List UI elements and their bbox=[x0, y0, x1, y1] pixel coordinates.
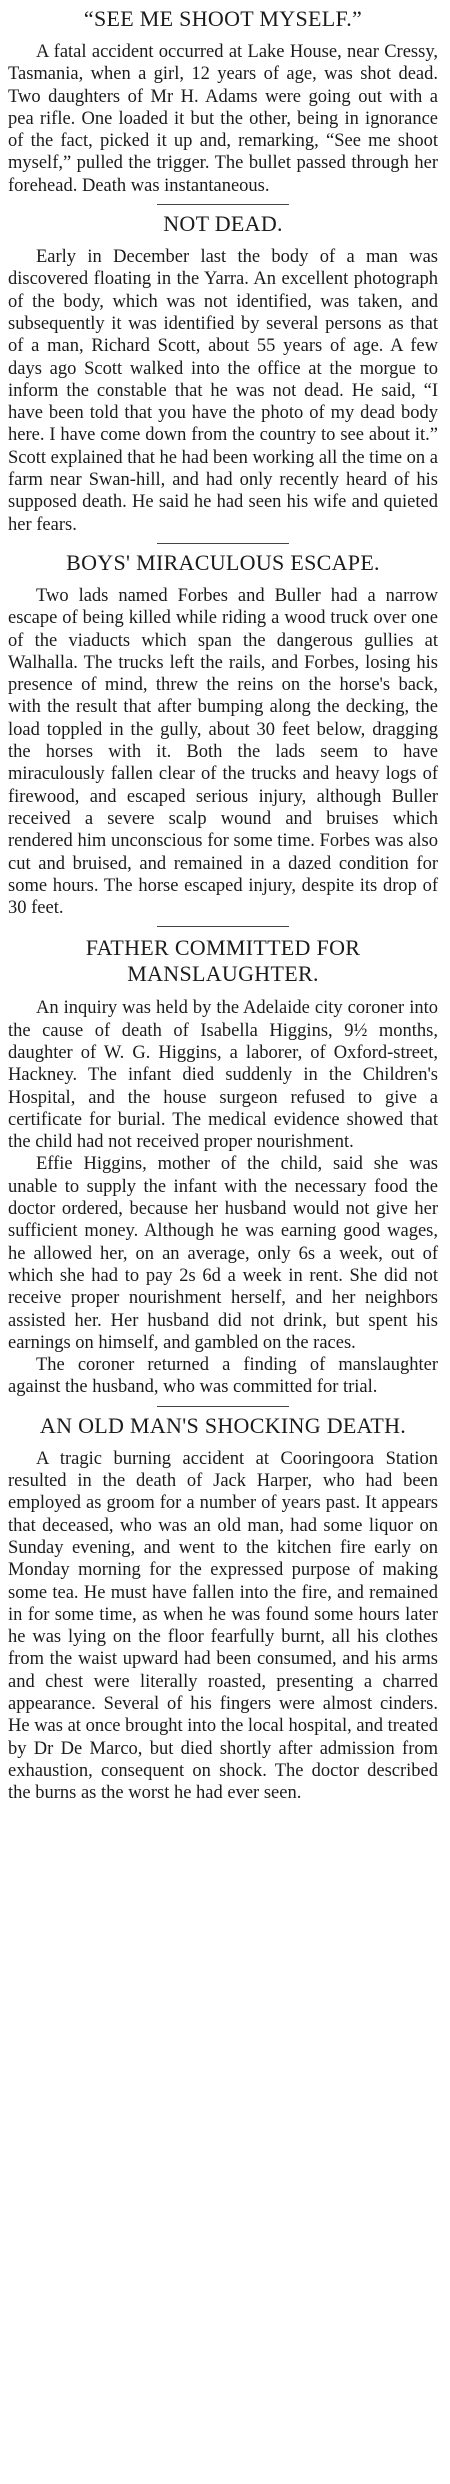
column-rule bbox=[157, 543, 289, 544]
article-old-mans-shocking-death bbox=[8, 1413, 438, 1805]
article-paragraph: Effie Higgins, mother of the child, said she was unable to supply the infant with the necessary food the doctor ordered, because her husband would not give her sufficient money. Although he was earning good wages, he allowed her, on an average, only 6s a week, out of which she had to pay 2s 6d a week in rent. She did not receive proper nourishment herself, and her neighbors assisted her. Her husband did not drink, but spent his earnings on himself, and gambled on the races. bbox=[8, 1154, 438, 1353]
column-rule bbox=[157, 204, 289, 205]
article-paragraph: A tragic burning accident at Cooringoora Station resulted in the death of Jack Harper, who had been employed as groom for a number of years past. It appears that deceased, who was an old man, had some liquor on Sunday evening, and went to the kitchen fire early on Monday morning for the expressed purpose of making some tea. He must have fallen into the fire, and remained in for some time, as when he was found some hours later he was lying on the floor fearfully burnt, all his clothes from the waist upward had been consumed, and his arms and chest were literally roasted, presenting a charred appearance. Several of his fingers were almost cinders. He was at once brought into the local hospital, and treated by Dr De Marco, but died shortly after admission from exhaustion, consequent on shock. The doctor described the burns as the worst he had ever seen. bbox=[8, 1448, 438, 1804]
headline: BOYS' MIRACULOUS ESCAPE. bbox=[66, 549, 380, 575]
headline: AN OLD MAN'S SHOCKING DEATH. bbox=[39, 1412, 407, 1438]
article-paragraph: Early in December last the body of a man was discovered floating in the Yarra. An excellent photograph of the body, which was not identified, was taken, and subsequently it was identified by several persons as that of a man, Richard Scott, about 55 years of age. A few days ago Scott walked into the office at the morgue to inform the constable that he was not dead. He said, “I have been told that you have the photo of my dead body here. I have come down from the country to see about it.” Scott explained that he had been working all the time on a farm near Swan-hill, and had only recently heard of his supposed death. He said he had seen his wife and quieted her fears. bbox=[8, 247, 438, 535]
article-father-committed bbox=[8, 935, 438, 1398]
article-paragraph: An inquiry was held by the Adelaide city coroner into the cause of death of Isabella Higgins, 9½ months, daughter of W. G. Higgins, a laborer, of Oxford-street, Hackney. The infant died suddenly in the Children's Hospital, and the house surgeon refused to give a certificate for burial. The medical evidence showed that the child had not received proper nourishment. bbox=[8, 998, 438, 1153]
column-rule bbox=[157, 926, 289, 927]
headline: “SEE ME SHOOT MYSELF.” bbox=[83, 6, 363, 31]
headline: NOT DEAD. bbox=[163, 211, 283, 237]
article-boys-miraculous-escape bbox=[8, 550, 438, 919]
column-rule bbox=[157, 1406, 289, 1407]
article-paragraph: The coroner returned a finding of manslaughter against the husband, who was committed for trial. bbox=[8, 1355, 438, 1398]
article-paragraph: A fatal accident occurred at Lake House, near Cressy, Tasmania, when a girl, 12 years of age, was shot dead. Two daughters of Mr H. Adams were going out with a pea rifle. One loaded it but the other, being in ignorance of the fact, picked it up and, remarking, “See me shoot myself,” pulled the trigger. The bullet passed through her forehead. Death was instantaneous. bbox=[8, 42, 438, 196]
headline: FATHER COMMITTED FOR MANSLAUGHTER. bbox=[85, 935, 361, 987]
newspaper-column bbox=[0, 6, 450, 1804]
article-see-me-shoot-myself bbox=[8, 6, 438, 197]
article-not-dead bbox=[8, 211, 438, 536]
article-paragraph: Two lads named Forbes and Buller had a narrow escape of being killed while riding a wood truck over one of the viaducts which span the dangerous gullies at Walhalla. The trucks left the rails, and Forbes, losing his presence of mind, threw the reins on the horse's back, with the result that after bumping along the decking, the load toppled in the gully, about 30 feet below, dragging the horses with it. Both the lads seem to have miraculously fallen clear of the trucks and heavy logs of firewood, and escaped serious injury, although Buller received a severe scalp wound and bruises which rendered him unconscious for some time. Forbes was also cut and bruised, and remained in a dazed condition for some hours. The horse escaped injury, despite its drop of 30 feet. bbox=[8, 585, 438, 919]
